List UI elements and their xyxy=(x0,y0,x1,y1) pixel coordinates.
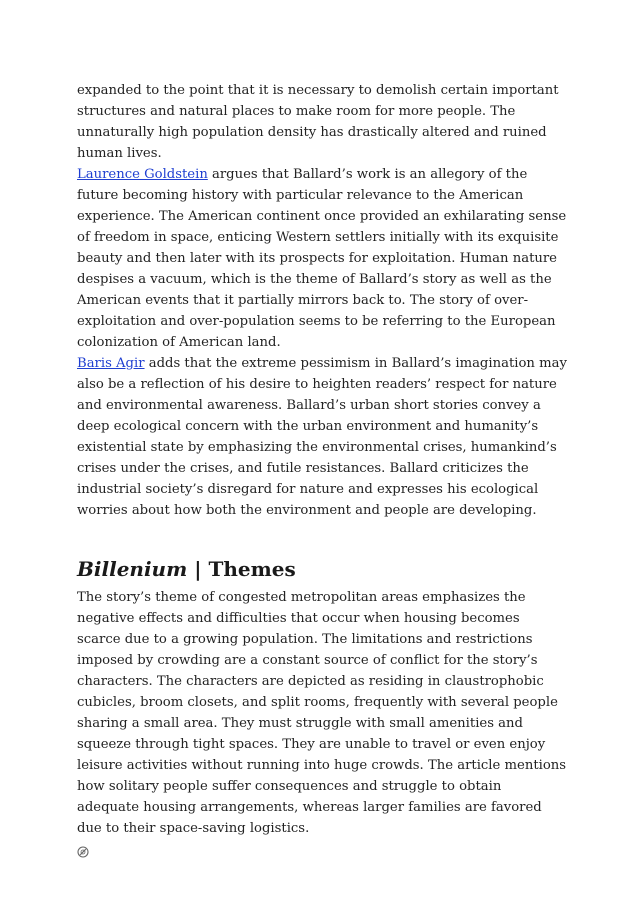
paragraph-goldstein xyxy=(77,164,567,353)
agir-link[interactable]: Baris Agir xyxy=(77,356,145,371)
heading-suffix: | Themes xyxy=(187,557,296,581)
paragraph-intro-text: expanded to the point that it is necessary to demolish certain important structures and natural places to make room for more people. The unnaturally high population density has drastically altered and ruined human lives. xyxy=(77,83,559,161)
circle-slash-icon xyxy=(77,843,89,855)
document-page xyxy=(77,80,567,862)
heading-story-title: Billenium xyxy=(77,557,188,581)
paragraph-themes xyxy=(77,587,567,839)
section-heading-themes xyxy=(77,556,567,582)
paragraph-intro xyxy=(77,80,567,164)
paragraph-agir-text: adds that the extreme pessimism in Ballard’s imagination may also be a reflection of his desire to heighten readers’ respect for nature and environmental awareness. Ballard’s urban short stories convey a deep ecological concern with the urban environment and humanity’s existential state by emphasizing the environmental crises, humankind’s crises under the crises, and futile resistances. Ballard criticizes the industrial society’s disregard for nature and expresses his ecological worries about how both the environment and people are developing. xyxy=(77,356,567,518)
paragraph-goldstein-text: argues that Ballard’s work is an allegory of the future becoming history with particular relevance to the American experience. The American continent once provided an exhilarating sense of freedom in space, enticing Western settlers initially with its exquisite beauty and then later with its prospects for exploitation. Human nature despises a vacuum, which is the theme of Ballard’s story as well as the American events that it partially mirrors back to. The story of over-exploitation and over-population seems to be referring to the European colonization of American land. xyxy=(77,167,567,350)
paragraph-themes-text: The story’s theme of congested metropolitan areas emphasizes the negative effects and difficulties that occur when housing becomes scarce due to a growing population. The limitations and restrictions imposed by crowding are a constant source of conflict for the story’s characters. The characters are depicted as residing in claustrophobic cubicles, broom closets, and split rooms, frequently with several people sharing a small area. They must struggle with small amenities and squeeze through tight spaces. They are unable to travel or even enjoy leisure activities without running into huge crowds. The article mentions how solitary people suffer consequences and struggle to obtain adequate housing arrangements, whereas larger families are favored due to their space-saving logistics. xyxy=(77,590,567,836)
goldstein-link[interactable]: Laurence Goldstein xyxy=(77,167,208,182)
paragraph-agir xyxy=(77,353,567,521)
